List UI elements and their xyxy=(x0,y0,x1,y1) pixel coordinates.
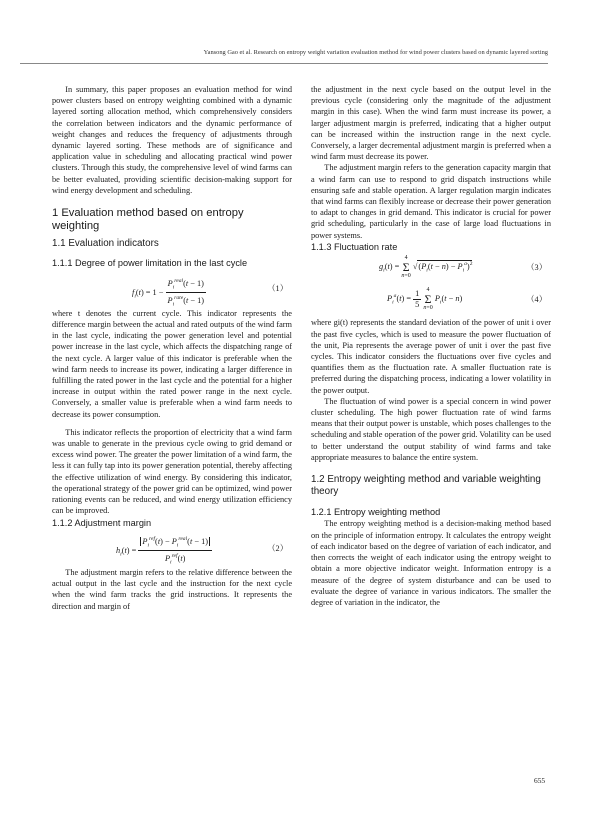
intro-paragraph: In summary, this paper proposes an evaluation method for wind power clusters based on entropy weighting combined with a dynamic layered sorting allocation method, which comprehensively considers the correlation between indicators and the dynamic performance of weight changes and reduces the frequency of adjustments through dynamic layered sorting. These methods are of significance and application value in scheduling and allocating practical wind power clusters. Through this study, the comprehensive level of wind farms can be better evaluated, providing scientific decision-making support for wind energy development and scheduling. xyxy=(52,85,292,195)
indicator-1-description: where t denotes the current cycle. This indicator represents the difference margin between the actual and rated outputs of the wind farm in the last cycle, indicating the power generation level and potential power increase in the last cycle, which affects the dispatching range of the next cycle. A larger value of this indicator is preferable when the wind farm needs to increase its power, indicating a larger difference in fulfilling the rated power in the last cycle and the potential for a higher increase in output within the rated power range in the next cycle. Conversely, a smaller value is preferable when a wind farm needs to decrease its power consumption. xyxy=(52,308,292,419)
equation-3: $g_i(t)$ = 4 Σ n=0 $√(P_i(t - n) - P_i^a)^2$ （3） xyxy=(379,255,547,279)
fluctuation-rate-description: where gi(t) represents the standard deviation of the power of unit i over the past five cycles, which is used to measure the power fluctuation of the unit, Pia represents the average power of unit i over the past five cycles. This indicator considers the fluctuations over five cycles and quantifies them as the fluctuation rate. A smaller fluctuation rate is preferred during the dispatching process, indicating a lower volatility in the power output. xyxy=(311,318,551,395)
equation-4: $P_i^a(t)$ = $\frac{1}{5}$ 4 Σ n=0 $P_i(t - n)$ （4） xyxy=(387,287,547,311)
indicator-1-significance: This indicator reflects the proportion of electricity that a wind farm was unable to generate in the previous cycle owing to grid demand or excess wind power. The greater the power limitation of a wind farm, the less it can fully tap into its power generation potential, thereby affecting the effective utilization of wind energy. By considering this indicator, the operational strategy of the power grid can be optimized, wind power rationing events can be reduced, and wind energy utilization efficiency can be improved. xyxy=(52,427,292,516)
right-column xyxy=(311,84,551,608)
equation-1: $f_i(t) = 1$ − $\frac{P_i^{real}(t - 1)}{P_i^{rate}(t - 1)}$ （1） xyxy=(132,277,288,308)
adjustment-margin-description: The adjustment margin refers to the relative difference between the actual output in the last cycle and the instruction for the next cycle when the wind farm tracks the grid instructions. It represents the direction and margin of xyxy=(52,568,292,611)
equation-1-number: （1） xyxy=(267,283,288,293)
equation-4-number: （4） xyxy=(526,295,547,305)
section-1-heading: 1 Evaluation method based on entropy weighting xyxy=(52,207,244,233)
section-1-1-heading: 1.1 Evaluation indicators xyxy=(52,237,159,249)
running-header: Yansong Gao et al. Research on entropy weight variation evaluation method for wind power clusters based on dynamic layered sorting xyxy=(203,49,548,56)
fluctuation-concern-paragraph: The fluctuation of wind power is a special concern in wind power cluster scheduling. The high power fluctuation rate of wind farms means that their output power is unstable, which poses challenges to the scheduling and stable operation of the power grid. Volatility can be used to better understand the output stability of wind farms and take appropriate measures to balance the entire system. xyxy=(311,396,551,462)
equation-2-number: （2） xyxy=(267,544,288,553)
section-1-1-2-heading: 1.1.2 Adjustment margin xyxy=(52,517,152,528)
adjustment-capacity-paragraph: The adjustment margin refers to the generation capacity margin that a wind farm can use to respond to grid dispatch instructions while ensuring safe and stable operation. A larger regulation margin indicates that wind farms can flexibly increase or decrease their power generation to adapt to changes in grid demand. This indicator is crucial for power grid scheduling, particularly in the case of large load fluctuations in power systems. xyxy=(311,163,551,240)
page-number: 655 xyxy=(534,776,546,785)
section-1-2-1-heading: 1.2.1 Entropy weighting method xyxy=(311,506,441,517)
section-1-2-heading: 1.2 Entropy weighting method and variable weighting theory xyxy=(311,473,541,498)
header-rule xyxy=(20,63,548,64)
adjustment-margin-continued: the adjustment in the next cycle based on the output level in the previous cycle (considering only the magnitude of the adjustment margin in this case). When the wind farm must increase its power, a larger adjustment margin is preferred, indicating that a higher output can be increased within the instruction range in the next cycle. Conversely, a larger decremental adjustment margin is preferred when a wind farm must decrease its power. xyxy=(311,85,551,162)
left-column xyxy=(52,84,292,612)
equation-3-number: （3） xyxy=(526,263,547,273)
section-1-1-3-heading: 1.1.3 Fluctuation rate xyxy=(311,241,398,252)
section-1-1-1-heading: 1.1.1 Degree of power limitation in the last cycle xyxy=(52,258,248,269)
entropy-method-paragraph: The entropy weighting method is a decision-making method based on the principle of information entropy. It calculates the entropy weight of each indicator based on the degree of variation of each indicator, and then corrects the weight of each indicator using the entropy weight to obtain a more objective indicator weight. Information entropy is a measure of the degree of system disturbance and can be used to evaluate the degree of variance in various indicators. The smaller the degree of variation in the indicator, the xyxy=(311,519,551,607)
equation-2: $h_i(t)$ = $\frac{P_i^{ref}(t) - P_i^{real}(t - 1)}{P_i^{ref}(t)}$ （2） xyxy=(116,536,288,566)
